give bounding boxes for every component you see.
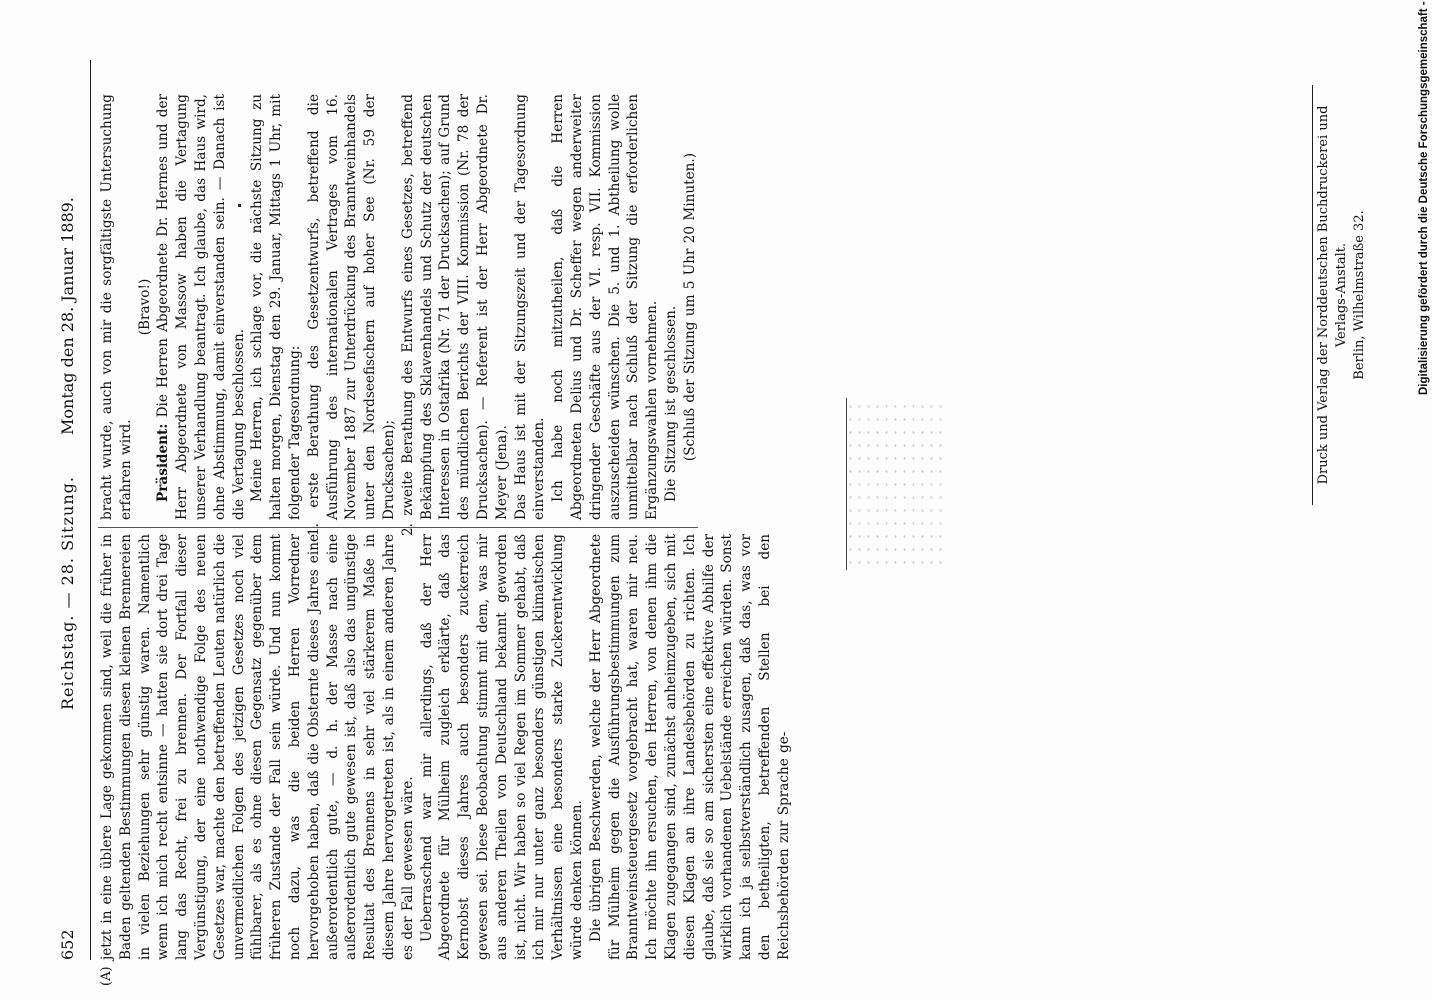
paragraph: Ueberraschend war mir allerdings, daß der Herr Abgeordnete für Mülheim zugleich erklärte, daß das Kernobst dieses Jahres auch besonders zuckerreich gewesen sei. Diese Beobachtung stimmt mit dem, was mir aus anderen Theilen von Deutschland bekannt geworden ist, nicht. Wir haben so viel Regen im Sommer gehabt, daß ich mir nur unter ganz besonders günstigen klimatischen Verhältnissen eine besonders starke Zuckerentwicklung würde denken können. <box>418 534 585 960</box>
speaker-label: Präsident: <box>155 423 172 502</box>
page-number: 652 <box>58 929 77 960</box>
paragraph: Das Haus ist mit der Sitzungszeit und der Tagesordnung einverstanden. <box>512 94 548 520</box>
scan-artifact-speckle <box>846 400 946 570</box>
paragraph: Meine Herren, ich schlage vor, die nächste Sitzung zu halten morgen, Dienstag den 29. Januar, Mittags 1 Uhr, mit folgender Tagesordnung: <box>249 94 303 520</box>
paragraph: Die Sitzung ist geschlossen. <box>662 305 679 502</box>
funding-text: Digitalisierung gefördert durch die Deutsche Forschungsgemeinschaft - <box>1418 1 1430 395</box>
printer-imprint <box>1312 85 1367 505</box>
imprint-line: Berlin, Wilhelmstraße 32. <box>1352 210 1367 380</box>
agenda-item: 2. zweite Berathung des Entwurfs eines Gesetzes, betreffend Bekämpfung des Sklavenhandels und Schutz der deutschen Interessen in Ostafrika (Nr. 71 der Drucksachen); auf Grund des mündlichen Berichts der VIII. Kommission (Nr. 78 der Drucksachen). — Referent ist der Herr Abgeordnete Dr. Meyer (Jena). <box>399 94 510 536</box>
text-column-left <box>98 534 793 986</box>
paragraph: jetzt in eine üblere Lage gekommen sind, weil die früher in Baden geltenden Bestimmungen diesen kleinen Brennereien in vielen Beziehungen sehr günstig waren. Namentlich wenn ich mich recht entsinne — hatten sie dort drei Tage lang das Recht, frei zu brennen. Der Fortfall dieser Vergünstigung, der eine nothwendige Folge des neuen Gesetzes war, machte den betreffenden Leuten natürlich die unvermeidlichen Folgen des jetzigen Gesetzes noch viel fühlbarer, als es ohne diesen Gegensatz gegenüber dem früheren Zustande der Fall sein würde. Und nun kommt noch dazu, was die beiden Herren Vorredner hervorgehoben haben, daß die Obsternte dieses Jahres eine außerordentlich gute, — d. h. der Masse nach eine außerordentlich gute gewesen ist, daß also das ungünstige Resultat des Brennens in sehr viel stärkerem Maße in diesem Jahre hervorgetreten ist, als in einem anderen Jahre es der Fall gewesen wäre. <box>99 534 416 960</box>
paragraph: bracht wurde, auch von mir die sorgfältigste Untersuchung erfahren wird. <box>99 94 134 520</box>
paragraph-text: Die Herren Abgeordnete Dr. Hermes und der Herr Abgeordnete von Massow haben die Vertagung unserer Verhandlung beantragt. Ich glaube, das Haus wird, ohne Abstimmung, damit einverstanden sein. — Danach ist die Vertagung beschlossen. <box>155 94 247 520</box>
header-rule <box>90 60 91 960</box>
text-column-right <box>98 94 700 536</box>
paragraph: Ich habe noch mitzutheilen, daß die Herren Abgeordneten Delius und Dr. Scheffer wegen anderweiter dringender Geschäfte aus der VI. resp. VII. Kommission auszuscheiden wünschen. Die 5. und 1. Abtheilung wolle unmittelbar nach Schluß der Sitzung die erforderlichen Ergänzungswahlen vornehmen. <box>550 94 661 520</box>
paragraph: Die übrigen Beschwerden, welche der Herr Abgeordnete für Mülheim gegen die Ausführungsbestimmungen zum Branntweinsteuergesetz vorgebracht hat, waren mir neu. Ich möchte ihn ersuchen, den Herren, von denen ihm die Klagen zugegangen sind, zunächst anheimzugeben, sich mit diesen Klagen an ihre Landesbehörden zu richten. Ich glaube, daß sie so am sichersten eine effektive Abhilfe der wirklich vorhandenen Uebelstände erreichen würden. Sonst kann ich ja selbstverständlich zusagen, daß das, was vor den betheiligten, betreffenden Stellen bei den Reichsbehörden zur Sprache ge- <box>587 534 792 960</box>
funding-note <box>1418 1 1430 395</box>
closing-note: (Schluß der Sitzung um 5 Uhr 20 Minuten.) <box>681 152 698 462</box>
margin-mark-left: (A) <box>99 966 114 986</box>
rotated-page-content <box>50 40 792 986</box>
applause-note: (Bravo!) <box>136 278 153 336</box>
session-date: Montag den 28. Januar 1889. <box>58 197 77 435</box>
page-header <box>50 40 90 960</box>
running-title: Reichstag. — 28. Sitzung. <box>58 476 77 710</box>
imprint-line: Druck und Verlag der Norddeutschen Buchdruckerei und Verlags-Anstalt. <box>1316 105 1349 485</box>
agenda-item: 1. erste Berathung des Gesetzentwurfs, betreffend die Ausführung des internationalen Vertrages vom 16. November 1887 zur Unterdrückung des Branntweinhandels unter den Nordseefischern auf hoher See (Nr. 59 der Drucksachen); <box>305 94 397 536</box>
president-paragraph <box>154 94 248 520</box>
scan-dot <box>238 204 241 207</box>
